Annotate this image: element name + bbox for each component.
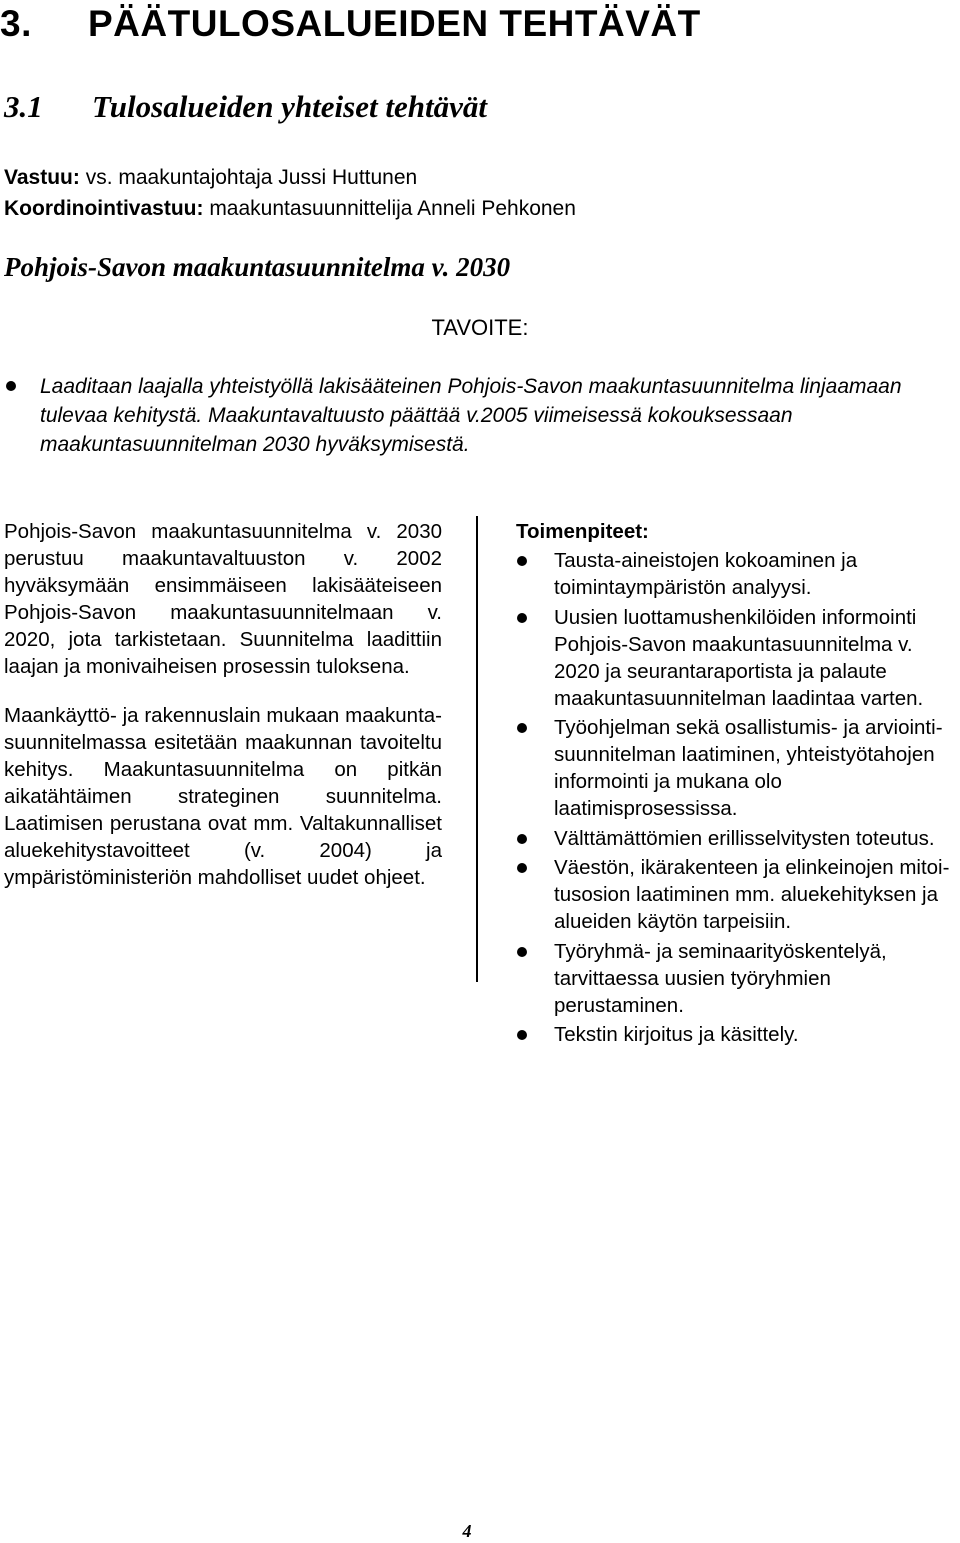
- section-number: 3.1: [4, 89, 43, 124]
- responsibility-line: [4, 162, 576, 193]
- bullet-icon: [517, 863, 527, 873]
- list-item-text: Tausta-aineistojen kokoaminen ja toimintaympäristön analyysi.: [554, 549, 858, 599]
- actions-heading: Toimenpiteet:: [516, 520, 649, 543]
- chapter-title: PÄÄTULOSALUEIDEN TEHTÄVÄT: [88, 3, 701, 44]
- list-item-text: Uusien luottamushenkilöiden informointi Pohjois-Savon maakuntasuunnitelma v. 2020 ja seurantaraportista ja palaute maakuntasuunnitelman laadintaa varten.: [554, 605, 924, 710]
- subsection-title: Pohjois-Savon maakuntasuunnitelma v. 2030: [4, 252, 511, 282]
- bullet-icon: [517, 613, 527, 623]
- list-item-text: Työryhmä- ja seminaarityöskentelyä, tarvittaessa uusien työryhmien perustaminen.: [554, 939, 887, 1017]
- list-item-text: Tekstin kirjoitus ja käsittely.: [554, 1023, 799, 1046]
- left-paragraph-1: Pohjois-Savon maakuntasuunnitelma v. 2030 perustuu maakuntavaltuuston v. 2002 hyväksymään ensimmäiseen lakisääteiseen Pohjois-Savon maakuntasuunnitelmaan v. 2020, jota tarkistetaan. Suunnitelma laadittiin laajan ja monivaiheisen prosessin tuloksena.: [4, 520, 442, 678]
- section-heading: [4, 85, 487, 129]
- bullet-icon: [517, 947, 527, 957]
- bullet-icon: [517, 1030, 527, 1040]
- list-item: [516, 1021, 956, 1048]
- responsibility-value: vs. maakuntajohtaja Jussi Huttunen: [79, 166, 418, 189]
- bullet-icon: [517, 723, 527, 733]
- list-item: [516, 854, 956, 935]
- responsibility-block: [4, 162, 576, 224]
- page-number: 4: [462, 1521, 472, 1541]
- coordination-label: Koordinointivastuu:: [4, 197, 204, 220]
- list-item-text: Väestön, ikärakenteen ja elinkeinojen mitoitusosion laatiminen mm. aluekehityksen ja alueiden käytön tarpeisiin.: [554, 856, 950, 933]
- list-item: [516, 938, 956, 1019]
- bullet-icon: [517, 834, 527, 844]
- responsibility-label: Vastuu:: [4, 166, 80, 189]
- bullet-icon: [6, 381, 16, 391]
- coordination-value: maakuntasuunnittelija Anneli Pehkonen: [203, 197, 576, 220]
- list-item-text: Työohjelman sekä osallistumis- ja arviointisuunnitelman laatiminen, yhteistyötahojen informointi ja mukana olo laatimisprosessissa.: [554, 716, 943, 820]
- list-item-text: Välttämättömien erillisselvitysten toteutus.: [554, 826, 935, 850]
- bullet-icon: [517, 556, 527, 566]
- list-item: [516, 604, 956, 712]
- chapter-heading: [0, 0, 701, 48]
- left-paragraph-2: Maankäyttö- ja rakennuslain mukaan maakuntasuunnitelmassa esitetään maakunnan tavoiteltu kehitys. Maakuntasuunnitelma on pitkän aikatähtäimen strateginen suunnitelma. Laatimisen perustana ovat mm. Valtakunnalliset aluekehitystavoitteet (v. 2004) ja ympäristöministeriön mahdolliset uudet ohjeet.: [4, 704, 442, 889]
- column-divider: [476, 516, 478, 982]
- goal-text: Laaditaan laajalla yhteistyöllä lakisääteinen Pohjois-Savon maakuntasuunnitelma linjaamaan tulevaa kehitystä. Maakuntavaltuusto päättää v.2005 viimeisessä kokouksessaan maakuntasuunnitelman 2030 hyväksymisestä.: [40, 375, 902, 456]
- section-title: Tulosalueiden yhteiset tehtävät: [92, 89, 487, 124]
- list-item: [516, 714, 956, 822]
- list-item: [516, 825, 956, 852]
- list-item: [516, 547, 956, 601]
- goal-heading: TAVOITE:: [431, 315, 529, 340]
- coordination-line: [4, 193, 576, 224]
- actions-list: [516, 547, 956, 1051]
- chapter-number: 3.: [0, 3, 32, 44]
